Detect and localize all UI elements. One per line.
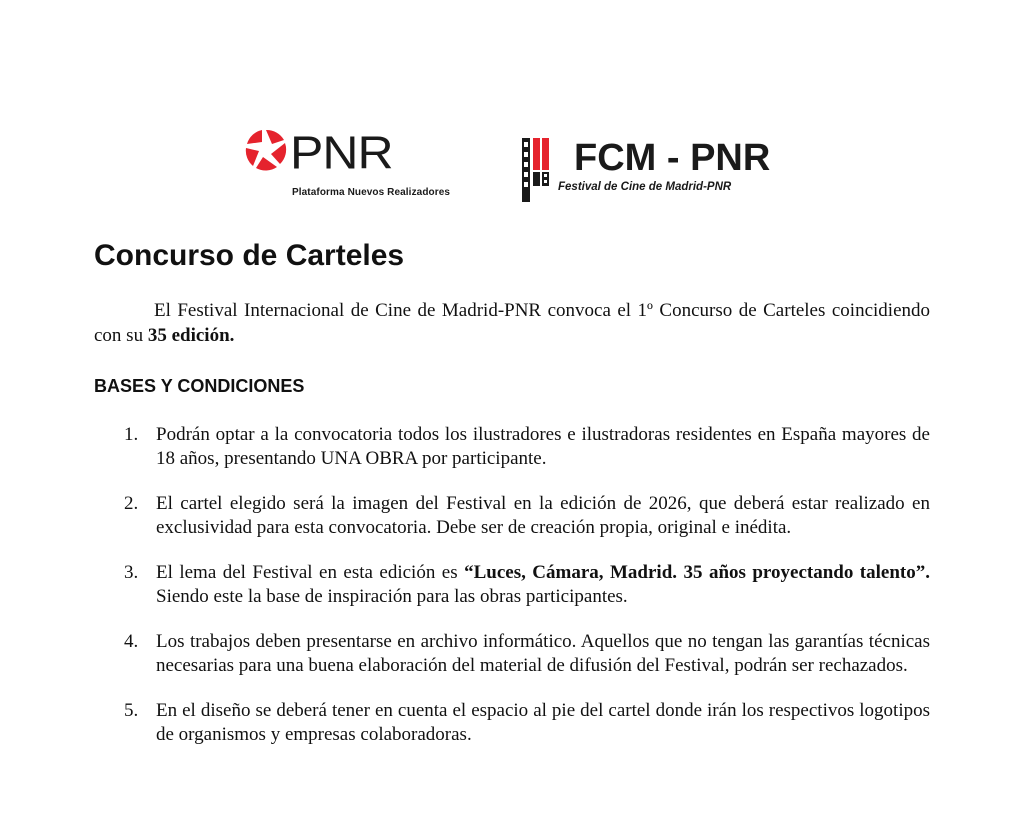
fcm-subtitle: Festival de Cine de Madrid-PNR	[558, 181, 732, 193]
pnr-subtitle: Plataforma Nuevos Realizadores	[292, 187, 451, 198]
list-item	[94, 699, 930, 747]
list-item-number: 3.	[124, 562, 139, 583]
pnr-shutter-icon	[244, 128, 288, 172]
fcm-wordmark: FCM - PNR	[574, 137, 771, 179]
list-item-text: Los trabajos deben presentarse en archivo informático. Aquellos que no tengan las garantías técnicas necesarias para una buena elaboración del material de difusión del Festival, podrán ser rechazados.	[156, 631, 930, 676]
list-item	[94, 630, 930, 678]
conditions-list	[94, 423, 930, 747]
list-item-text: Podrán optar a la convocatoria todos los ilustradores e ilustradoras residentes en España mayores de 18 años, presentando UNA OBRA por participante.	[156, 424, 930, 469]
list-item	[94, 423, 930, 471]
list-item-text: El cartel elegido será la imagen del Festival en la edición de 2026, que deberá estar realizado en exclusividad para esta convocatoria. Debe ser de creación propia, original e inédita.	[156, 493, 930, 538]
intro-edition: 35 edición.	[147, 325, 235, 346]
list-item	[94, 492, 930, 540]
list-item-number: 5.	[124, 700, 139, 721]
festival-motto: “Luces, Cámara, Madrid. 35 años proyectando talento”.	[464, 562, 930, 583]
fcm-logo	[520, 136, 780, 208]
list-item	[94, 561, 930, 609]
list-item-text-post: Siendo este la base de inspiración para las obras participantes.	[156, 586, 628, 607]
list-item-number: 2.	[124, 493, 139, 514]
section-heading: BASES Y CONDICIONES	[94, 376, 305, 396]
pnr-wordmark: PNR	[290, 127, 393, 179]
intro-paragraph	[94, 298, 930, 348]
list-item-text-pre: El lema del Festival en esta edición es	[156, 562, 465, 583]
logos-header	[0, 0, 1024, 230]
list-item-text: En el diseño se deberá tener en cuenta el espacio al pie del cartel donde irán los respectivos logotipos de organismos y empresas colaboradoras.	[156, 700, 930, 745]
page-title: Concurso de Carteles	[94, 239, 405, 272]
list-item-number: 1.	[124, 424, 139, 445]
list-item-number: 4.	[124, 631, 139, 652]
film-strip-icon	[520, 136, 560, 206]
document-body	[94, 236, 930, 768]
pnr-logo	[244, 124, 451, 204]
intro-text: El Festival Internacional de Cine de Madrid-PNR convoca el 1º Concurso de Carteles coincidiendo con su	[94, 300, 930, 346]
